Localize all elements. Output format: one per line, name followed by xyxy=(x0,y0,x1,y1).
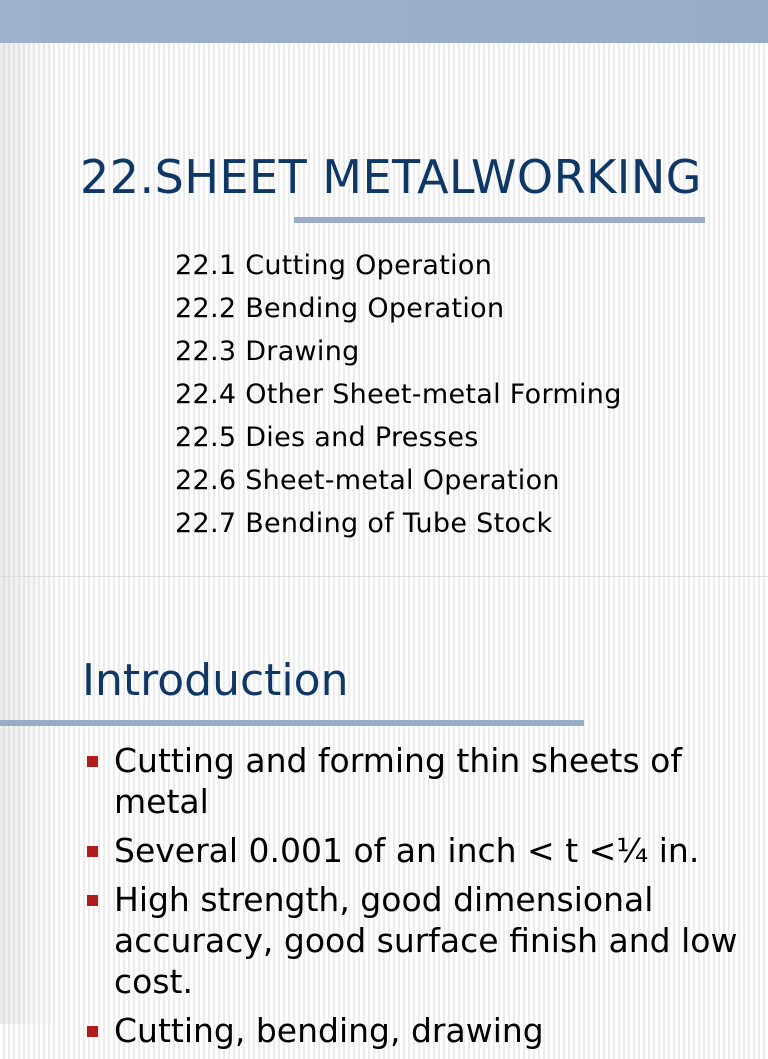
bullet-text: Several 0.001 of an inch < t <¼ in. xyxy=(114,831,700,870)
toc-item: 22.3 Drawing xyxy=(175,336,360,367)
slide-title: Introduction xyxy=(82,655,349,706)
toc-item: 22.2 Bending Operation xyxy=(175,293,505,324)
table-of-contents xyxy=(175,244,622,545)
toc-item: 22.7 Bending of Tube Stock xyxy=(175,508,553,539)
bullet-item xyxy=(85,1010,755,1051)
slide-introduction xyxy=(0,577,768,1050)
title-underline xyxy=(294,217,705,223)
square-bullet-icon xyxy=(87,846,98,857)
toc-item: 22.1 Cutting Operation xyxy=(175,250,493,281)
square-bullet-icon xyxy=(87,895,98,906)
toc-item: 22.5 Dies and Presses xyxy=(175,422,479,453)
top-accent-bar xyxy=(0,0,768,43)
toc-item: 22.6 Sheet-metal Operation xyxy=(175,465,560,496)
toc-item: 22.4 Other Sheet-metal Forming xyxy=(175,379,622,410)
bullet-item xyxy=(85,740,755,822)
bullet-text: Cutting and forming thin sheets of metal xyxy=(114,741,682,821)
left-shade xyxy=(0,577,60,1024)
bullet-list xyxy=(85,740,755,1059)
bullet-text: Cutting, bending, drawing xyxy=(114,1011,544,1050)
bullet-item xyxy=(85,879,755,1002)
left-shade xyxy=(0,0,60,576)
square-bullet-icon xyxy=(87,1026,98,1037)
slide-title: 22.SHEET METALWORKING xyxy=(80,150,702,204)
title-underline xyxy=(0,720,584,726)
square-bullet-icon xyxy=(87,756,98,767)
bullet-item xyxy=(85,830,755,871)
bullet-text: High strength, good dimensional accuracy, good surface finish and low cost. xyxy=(114,880,738,1001)
